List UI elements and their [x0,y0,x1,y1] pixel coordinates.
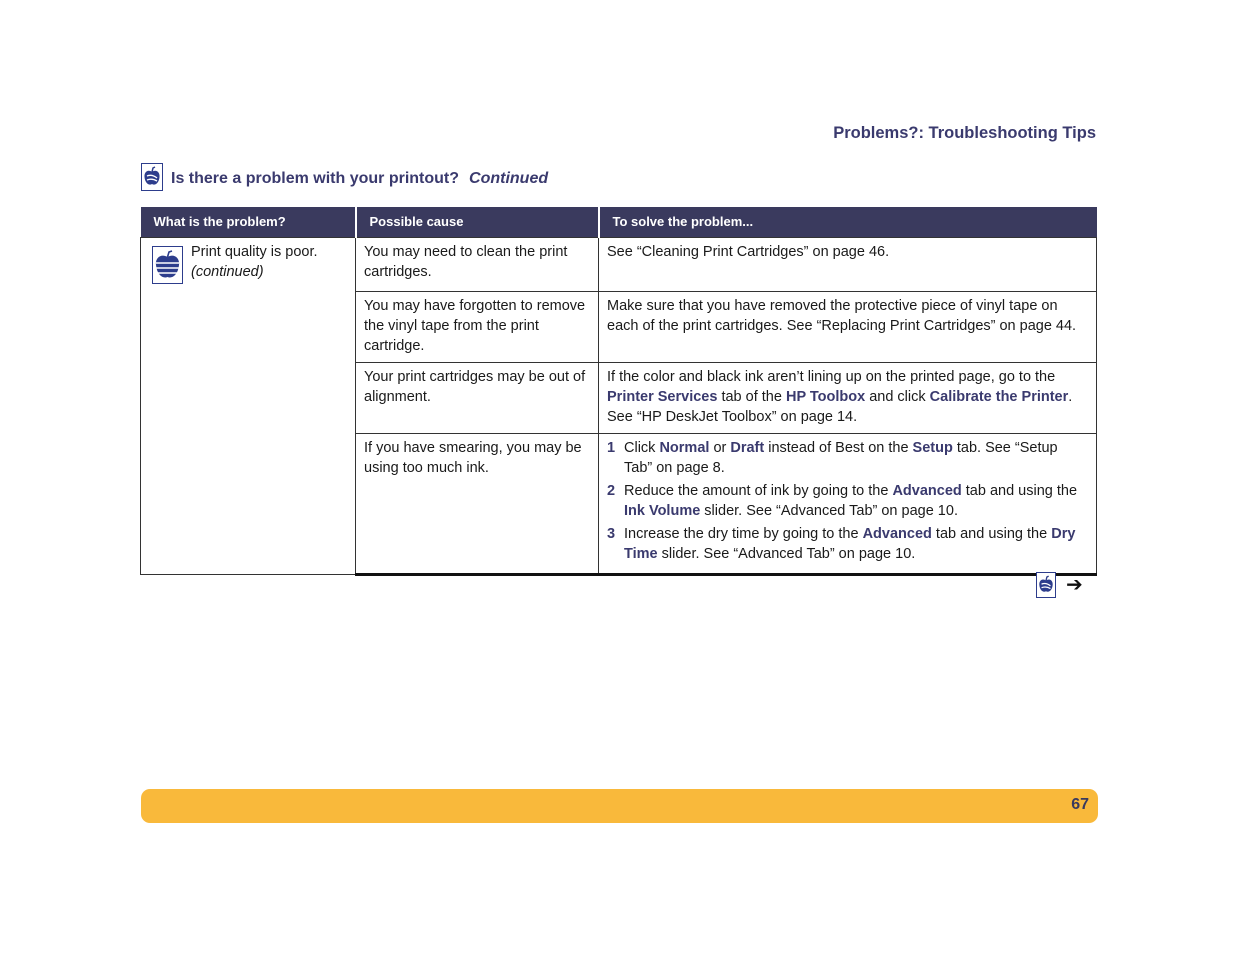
cause-cell: Your print cartridges may be out of alignment. [356,363,599,434]
apple-icon[interactable] [1036,572,1056,598]
step-text: slider. See “Advanced Tab” on page 10. [657,546,916,562]
apple-sliced-icon [152,246,183,284]
step-text: slider. See “Advanced Tab” on page 10. [700,503,958,519]
cause-cell: You may need to clean the print cartridges. [356,238,599,292]
section-heading [141,163,548,191]
step-number: 3 [607,526,616,542]
step-number: 2 [607,483,616,499]
next-arrow-icon[interactable]: ➔ [1066,574,1083,596]
apple-icon [141,163,163,191]
solution-text: . See “HP DeskJet Toolbox” on page 14. [607,389,1073,425]
column-header-problem: What is the problem? [141,207,356,238]
advanced-link[interactable]: Advanced [892,483,962,499]
troubleshooting-table [140,207,1097,576]
solution-step [607,438,1088,478]
solution-cell [599,363,1097,434]
solution-step [607,481,1088,521]
solution-text: tab of the [717,389,786,405]
normal-link[interactable]: Normal [659,440,710,456]
footer-bar [141,789,1098,823]
step-text: instead of Best on the [764,440,913,456]
draft-link[interactable]: Draft [730,440,765,456]
page-number: 67 [1071,796,1089,813]
problem-continued: (continued) [191,264,264,280]
cause-cell: You may have forgotten to remove the vinyl tape from the print cartridge. [356,292,599,363]
solution-cell: Make sure that you have removed the protective piece of vinyl tape on each of the print cartridges. See “Replacing Print Cartridges” on page 44. [599,292,1097,363]
solution-text: and click [865,389,930,405]
cause-cell: If you have smearing, you may be using too much ink. [356,434,599,575]
advanced-link[interactable]: Advanced [862,526,932,542]
column-header-cause: Possible cause [356,207,599,238]
problem-text: Print quality is poor. [191,244,318,260]
setup-link[interactable]: Setup [912,440,953,456]
step-text: or [709,440,731,456]
solution-cell [599,434,1097,575]
step-text: Click [624,440,660,456]
step-text: tab and using the [931,526,1052,542]
calibrate-printer-link[interactable]: Calibrate the Printer [929,389,1069,405]
table-row [141,238,1097,292]
section-title [171,169,548,191]
solution-text: If the color and black ink aren’t lining up on the printed page, go to the [607,369,1056,385]
printer-services-link[interactable]: Printer Services [607,389,718,405]
step-text: Increase the dry time by going to the [624,526,863,542]
solution-cell: See “Cleaning Print Cartridges” on page 46. [599,238,1097,292]
problem-cell [141,238,356,575]
solution-step [607,524,1088,564]
section-title-text: Is there a problem with your printout? [171,170,460,187]
continued-label: Continued [469,170,549,187]
column-header-solution: To solve the problem... [599,207,1097,238]
hp-toolbox-link[interactable]: HP Toolbox [785,389,866,405]
table-header-row [141,207,1097,238]
step-text: tab and using the [961,483,1078,499]
page-navigation [1036,572,1083,598]
step-text: Reduce the amount of ink by going to the [624,483,893,499]
step-text: tab. See “Setup Tab” on page 8. [624,440,1058,476]
ink-volume-link[interactable]: Ink Volume [624,503,701,519]
step-number: 1 [607,440,616,456]
running-header: Problems?: Troubleshooting Tips [833,124,1096,142]
dry-time-link[interactable]: Dry Time [624,526,1076,562]
